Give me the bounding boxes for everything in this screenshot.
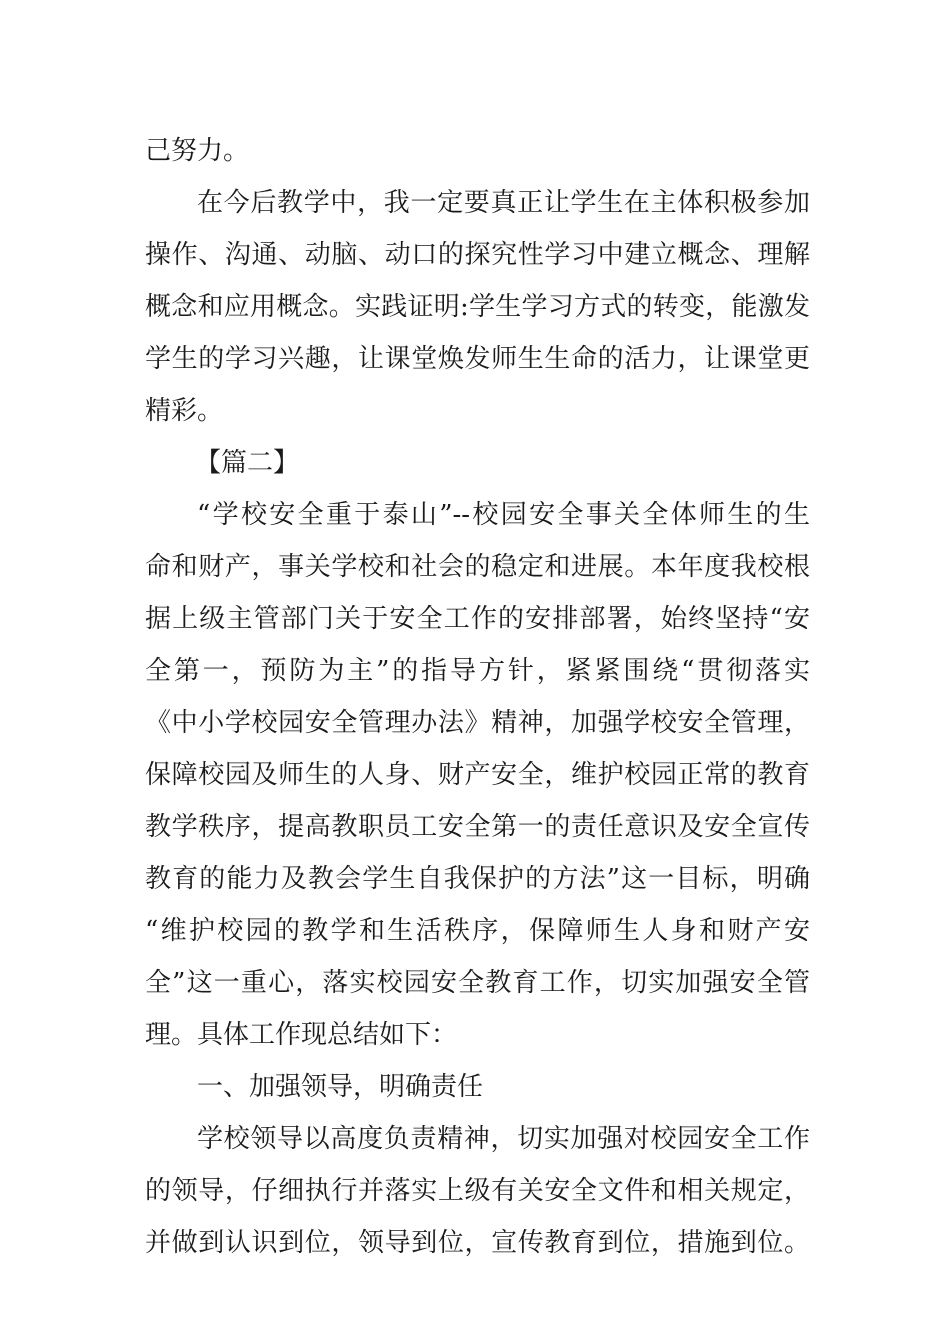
text-line: “学校安全重于泰山”--校园安全事关全体师生的生: [197, 500, 810, 530]
text-line: 据上级主管部门关于安全工作的安排部署，始终坚持“安: [145, 604, 810, 634]
text-line: 教学秩序，提高教职员工安全第一的责任意识及安全宣传: [145, 812, 810, 842]
text-line: 命和财产，事关学校和社会的稳定和进展。本年度我校根: [145, 552, 810, 582]
text-line: “维护校园的教学和生活秩序，保障师生人身和财产安: [145, 916, 810, 946]
text-line: 理。具体工作现总结如下：: [145, 1020, 458, 1050]
text-line: 精彩。: [145, 396, 224, 426]
text-line: 学生的学习兴趣，让课堂焕发师生生命的活力，让课堂更: [145, 344, 810, 374]
text-line: 并做到认识到位，领导到位，宣传教育到位，措施到位。: [145, 1228, 810, 1258]
text-line: 全”这一重心，落实校园安全教育工作，切实加强安全管: [145, 968, 810, 998]
text-line: 《中小学校园安全管理办法》精神，加强学校安全管理，: [145, 708, 810, 738]
text-line: 全第一，预防为主”的指导方针，紧紧围绕“贯彻落实: [145, 656, 810, 686]
text-line: 己努力。: [145, 136, 250, 166]
text-line: 保障校园及师生的人身、财产安全，维护校园正常的教育: [145, 760, 810, 790]
document-body: [145, 125, 810, 1269]
text-line: 操作、沟通、动脑、动口的探究性学习中建立概念、理解: [145, 240, 810, 270]
section-heading: 【篇二】: [195, 448, 300, 478]
subsection-heading: 一、加强领导，明确责任: [197, 1072, 484, 1102]
text-line: 的领导，仔细执行并落实上级有关安全文件和相关规定，: [145, 1176, 810, 1206]
text-line: 概念和应用概念。实践证明:学生学习方式的转变，能激发: [145, 292, 810, 322]
text-line: 学校领导以高度负责精神，切实加强对校园安全工作: [197, 1124, 810, 1154]
text-line: 在今后教学中，我一定要真正让学生在主体积极参加: [197, 188, 810, 218]
text-line: 教育的能力及教会学生自我保护的方法”这一目标，明确: [145, 864, 810, 894]
